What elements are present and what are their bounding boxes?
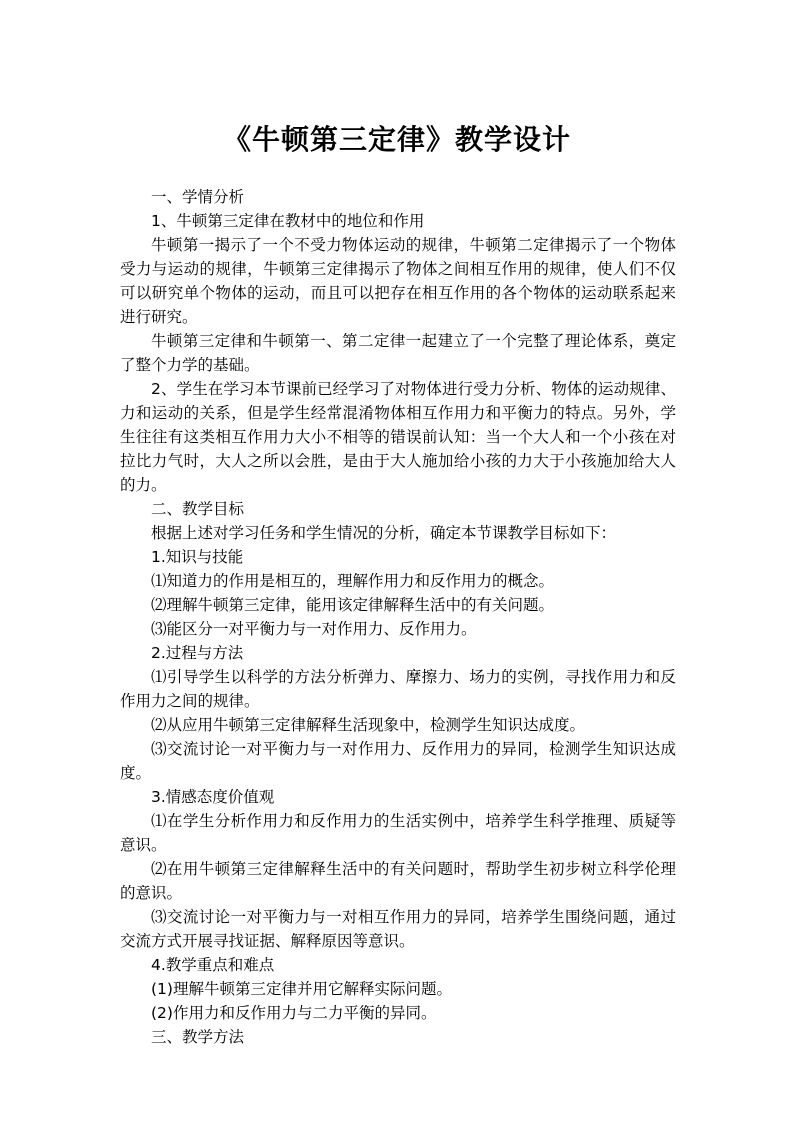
list-item: ⑶交流讨论一对平衡力与一对相互作用力的异同，培养学生围绕问题，通过交流方式开展寻找证据、解释原因等意识。	[120, 908, 676, 950]
list-item: ⑵理解牛顿第三定律，能用该定律解释生活中的有关问题。	[151, 596, 555, 614]
objective-heading-knowledge: 1.知识与技能	[151, 548, 244, 566]
section-heading-2: 二、教学目标	[151, 500, 245, 518]
section-heading-1: 一、学情分析	[151, 188, 245, 206]
list-item: ⑶交流讨论一对平衡力与一对作用力、反作用力的异同，检测学生知识达成度。	[120, 740, 676, 782]
list-item: ⑴在学生分析作用力和反作用力的生活实例中，培养学生科学推理、质疑等意识。	[120, 812, 676, 854]
paragraph-student-analysis: 2、学生在学习本节课前已经学习了对物体进行受力分析、物体的运动规律、力和运动的关系，但是学生经常混淆物体相互作用力和平衡力的特点。另外，学生往往有这类相互作用力大小不相等的错误前认知：当一个大人和一个小孩在对拉比力气时，大人之所以会胜，是由于大人施加给小孩的力大于小孩施加给大人的力。	[120, 380, 676, 494]
list-item: ⑶能区分一对平衡力与一对作用力、反作用力。	[151, 620, 477, 638]
list-item: ⑴知道力的作用是相互的，理解作用力和反作用力的概念。	[151, 572, 555, 590]
paragraph-newton-laws: 牛顿第一揭示了一个不受力物体运动的规律，牛顿第二定律揭示了一个物体受力与运动的规律，牛顿第三定律揭示了物体之间相互作用的规律，使人们不仅可以研究单个物体的运动，而且可以把存在相互作用的各个物体的运动联系起来进行研究。	[120, 236, 676, 326]
objective-heading-key-points: 4.教学重点和难点	[151, 956, 275, 974]
list-item: (1)理解牛顿第三定律并用它解释实际问题。	[151, 980, 452, 998]
document-body	[120, 185, 676, 1049]
subsection-heading-1: 1、牛顿第三定律在教材中的地位和作用	[151, 212, 425, 230]
paragraph-theory-system: 牛顿第三定律和牛顿第一、第二定律一起建立了一个完整了理论体系，奠定了整个力学的基础。	[120, 332, 676, 374]
list-item: ⑴引导学生以科学的方法分析弹力、摩擦力、场力的实例，寻找作用力和反作用力之间的规律。	[120, 668, 676, 710]
list-item: ⑵从应用牛顿第三定律解释生活现象中，检测学生知识达成度。	[151, 716, 586, 734]
section-heading-3: 三、教学方法	[151, 1028, 245, 1046]
objective-heading-values: 3.情感态度价值观	[151, 788, 275, 806]
list-item: (2)作用力和反作用力与二力平衡的异同。	[151, 1004, 437, 1022]
paragraph-objectives-intro: 根据上述对学习任务和学生情况的分析，确定本节课教学目标如下：	[151, 524, 617, 542]
list-item: ⑵在用牛顿第三定律解释生活中的有关问题时，帮助学生初步树立科学伦理的意识。	[120, 860, 676, 902]
objective-heading-process: 2.过程与方法	[151, 644, 244, 662]
document-title: 《牛顿第三定律》教学设计	[222, 123, 571, 156]
